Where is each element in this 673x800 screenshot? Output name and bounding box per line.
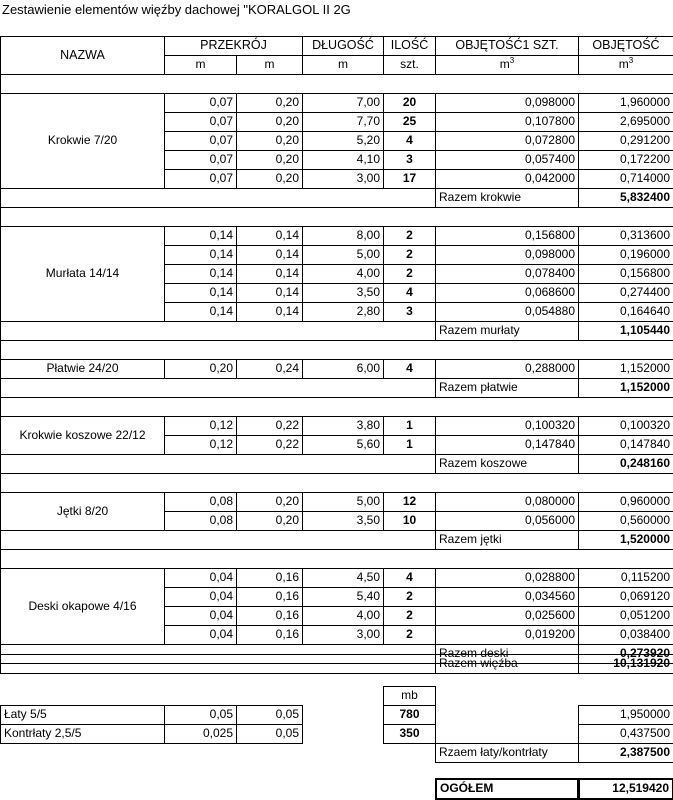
header-nazwa: NAZWA <box>0 36 165 75</box>
cell-quantity: 4 <box>383 283 436 303</box>
cell-volume: 0,714000 <box>578 169 673 189</box>
cell-width: 0,04 <box>164 625 237 645</box>
cell-width: 0,07 <box>164 150 237 170</box>
total-value: 12,519420 <box>578 778 673 800</box>
cell-quantity: 3 <box>383 150 436 170</box>
cell-height: 0,20 <box>236 131 303 151</box>
cell-height: 0,14 <box>236 245 303 265</box>
unit-exponent: 3 <box>628 56 634 65</box>
cell-height: 0,14 <box>236 264 303 284</box>
cell-width: 0,14 <box>164 302 237 322</box>
unit-m: m <box>236 55 303 75</box>
sum-label: Razem krokwie <box>435 188 579 208</box>
sum-label: Razem deski <box>435 644 579 664</box>
cell-length: 5,40 <box>302 587 384 607</box>
cell-unit-volume: 0,100320 <box>435 416 579 436</box>
sum-value: 0,248160 <box>578 454 673 474</box>
cell-quantity: 1 <box>383 416 436 436</box>
cell-volume: 0,291200 <box>578 131 673 151</box>
cell-quantity: 2 <box>383 264 436 284</box>
cell-height: 0,22 <box>236 416 303 436</box>
cell-quantity: 1 <box>383 435 436 455</box>
cell-unit-volume: 0,147840 <box>435 435 579 455</box>
header-objetosc-szt: OBJĘTOŚĆ1 SZT. <box>435 36 579 56</box>
cell-quantity: 12 <box>383 492 436 512</box>
cell-width: 0,07 <box>164 93 237 113</box>
cell-height: 0,20 <box>236 511 303 531</box>
cell-quantity: 20 <box>383 93 436 113</box>
unit-m3 <box>578 55 673 75</box>
cell-unit-volume: 0,034560 <box>435 587 579 607</box>
cell-width: 0,04 <box>164 587 237 607</box>
cell-height: 0,20 <box>236 169 303 189</box>
cell-quantity: 2 <box>383 226 436 246</box>
cell-volume: 1,152000 <box>578 359 673 379</box>
cell-length: 7,70 <box>302 112 384 132</box>
cell-width: 0,04 <box>164 606 237 626</box>
unit-m: m <box>302 55 384 75</box>
unit-exponent: 3 <box>509 56 515 65</box>
group-name: Krokwie koszowe 22/12 <box>0 416 165 455</box>
sum-row-blank <box>0 530 436 550</box>
wiezba-value: 10,131920 <box>578 654 673 674</box>
cell-unit-volume: 0,098000 <box>435 93 579 113</box>
cell-height: 0,16 <box>236 587 303 607</box>
cell-height: 0,14 <box>236 226 303 246</box>
group-name: Płatwie 24/20 <box>0 359 165 379</box>
header-dlugosc: DŁUGOŚĆ <box>302 36 384 56</box>
cell-length: 8,00 <box>302 226 384 246</box>
laty-sum-label: Rzaem łaty/kontrłaty <box>435 743 579 763</box>
cell-volume: 1,960000 <box>578 93 673 113</box>
cell-height: 0,16 <box>236 606 303 626</box>
cell-width: 0,12 <box>164 435 237 455</box>
cell-quantity: 25 <box>383 112 436 132</box>
cell-length: 4,00 <box>302 606 384 626</box>
cell-unit-volume: 0,078400 <box>435 264 579 284</box>
unit-m3 <box>435 55 579 75</box>
cell-length: 5,00 <box>302 245 384 265</box>
cell-height: 0,14 <box>236 283 303 303</box>
sum-row-blank <box>0 654 436 674</box>
cell-unit-volume: 0,025600 <box>435 606 579 626</box>
cell-unit-volume: 0,156800 <box>435 226 579 246</box>
cell-width: 0,07 <box>164 169 237 189</box>
cell-quantity: 2 <box>383 606 436 626</box>
cell-length: 4,50 <box>302 568 384 588</box>
laty-volume: 0,437500 <box>578 724 673 744</box>
cell-width: 0,14 <box>164 245 237 265</box>
wiezba-label: Razem więźba <box>435 654 579 674</box>
laty-a: 0,05 <box>164 705 237 725</box>
laty-qty: 780 <box>383 705 436 725</box>
cell-unit-volume: 0,056000 <box>435 511 579 531</box>
cell-unit-volume: 0,028800 <box>435 568 579 588</box>
sum-row-blank <box>0 188 436 208</box>
cell-height: 0,24 <box>236 359 303 379</box>
header-przekroj: PRZEKRÓJ <box>164 36 303 56</box>
cell-volume: 0,038400 <box>578 625 673 645</box>
cell-length: 6,00 <box>302 359 384 379</box>
laty-volume: 1,950000 <box>578 705 673 725</box>
cell-width: 0,20 <box>164 359 237 379</box>
cell-quantity: 4 <box>383 568 436 588</box>
laty-name: Łaty 5/5 <box>0 705 165 725</box>
laty-qty: 350 <box>383 724 436 744</box>
cell-volume: 0,051200 <box>578 606 673 626</box>
cell-unit-volume: 0,042000 <box>435 169 579 189</box>
spacer-row <box>0 549 673 569</box>
cell-volume: 0,196000 <box>578 245 673 265</box>
cell-unit-volume: 0,068600 <box>435 283 579 303</box>
cell-volume: 0,100320 <box>578 416 673 436</box>
cell-width: 0,14 <box>164 283 237 303</box>
sum-label: Razem płatwie <box>435 378 579 398</box>
laty-b: 0,05 <box>236 705 303 725</box>
cell-volume: 0,156800 <box>578 264 673 284</box>
cell-unit-volume: 0,054880 <box>435 302 579 322</box>
cell-quantity: 10 <box>383 511 436 531</box>
cell-width: 0,07 <box>164 112 237 132</box>
sum-label: Razem koszowe <box>435 454 579 474</box>
sum-row-blank <box>0 321 436 341</box>
sum-row-blank <box>0 378 436 398</box>
cell-length: 4,10 <box>302 150 384 170</box>
laty-b: 0,05 <box>236 724 303 744</box>
cell-volume: 0,164640 <box>578 302 673 322</box>
cell-quantity: 4 <box>383 131 436 151</box>
cell-volume: 0,115200 <box>578 568 673 588</box>
cell-quantity: 4 <box>383 359 436 379</box>
cell-volume: 2,695000 <box>578 112 673 132</box>
cell-height: 0,16 <box>236 568 303 588</box>
cell-volume: 0,274400 <box>578 283 673 303</box>
unit-label: m <box>499 57 510 71</box>
cell-unit-volume: 0,072800 <box>435 131 579 151</box>
cell-quantity: 3 <box>383 302 436 322</box>
cell-length: 3,50 <box>302 283 384 303</box>
sum-value: 1,105440 <box>578 321 673 341</box>
cell-quantity: 2 <box>383 625 436 645</box>
cell-length: 3,80 <box>302 416 384 436</box>
cell-height: 0,16 <box>236 625 303 645</box>
sheet-title: Zestawienie elementów więźby dachowej "KORALGOL II 2G <box>2 2 351 17</box>
spacer-row <box>0 397 673 417</box>
cell-length: 3,00 <box>302 625 384 645</box>
header-ilosc: ILOŚĆ <box>383 36 436 56</box>
cell-quantity: 17 <box>383 169 436 189</box>
cell-length: 3,00 <box>302 169 384 189</box>
laty-name: Kontrłaty 2,5/5 <box>0 724 165 744</box>
unit-szt: szt. <box>383 55 436 75</box>
unit-label: m <box>618 57 629 71</box>
spacer-row <box>0 207 673 227</box>
cell-unit-volume: 0,019200 <box>435 625 579 645</box>
group-name: Jętki 8/20 <box>0 492 165 531</box>
cell-width: 0,07 <box>164 131 237 151</box>
sum-value: 0,273920 <box>578 644 673 664</box>
sum-value: 1,520000 <box>578 530 673 550</box>
cell-volume: 0,313600 <box>578 226 673 246</box>
spacer-row <box>0 74 673 94</box>
cell-length: 7,00 <box>302 93 384 113</box>
cell-length: 2,80 <box>302 302 384 322</box>
cell-height: 0,20 <box>236 112 303 132</box>
header-objetosc: OBJĘTOŚĆ <box>578 36 673 56</box>
cell-unit-volume: 0,098000 <box>435 245 579 265</box>
cell-unit-volume: 0,107800 <box>435 112 579 132</box>
cell-unit-volume: 0,057400 <box>435 150 579 170</box>
cell-length: 5,00 <box>302 492 384 512</box>
cell-volume: 0,172200 <box>578 150 673 170</box>
cell-height: 0,14 <box>236 302 303 322</box>
cell-volume: 0,069120 <box>578 587 673 607</box>
cell-width: 0,14 <box>164 264 237 284</box>
cell-height: 0,20 <box>236 150 303 170</box>
sum-value: 1,152000 <box>578 378 673 398</box>
cell-width: 0,04 <box>164 568 237 588</box>
cell-height: 0,20 <box>236 93 303 113</box>
total-label: OGÓŁEM <box>435 778 579 800</box>
spacer-row <box>0 473 673 493</box>
cell-quantity: 2 <box>383 587 436 607</box>
cell-quantity: 2 <box>383 245 436 265</box>
unit-m: m <box>164 55 237 75</box>
cell-volume: 0,147840 <box>578 435 673 455</box>
spacer-row <box>0 340 673 360</box>
cell-volume: 0,960000 <box>578 492 673 512</box>
sum-label: Razem murłaty <box>435 321 579 341</box>
cell-volume: 0,560000 <box>578 511 673 531</box>
laty-a: 0,025 <box>164 724 237 744</box>
cell-width: 0,14 <box>164 226 237 246</box>
laty-sum-value: 2,387500 <box>578 743 673 763</box>
sum-value: 5,832400 <box>578 188 673 208</box>
cell-length: 4,00 <box>302 264 384 284</box>
cell-unit-volume: 0,288000 <box>435 359 579 379</box>
cell-height: 0,22 <box>236 435 303 455</box>
cell-width: 0,12 <box>164 416 237 436</box>
sum-label: Razem jętki <box>435 530 579 550</box>
cell-length: 5,60 <box>302 435 384 455</box>
group-name: Krokwie 7/20 <box>0 93 165 189</box>
group-name: Deski okapowe 4/16 <box>0 568 165 645</box>
cell-unit-volume: 0,080000 <box>435 492 579 512</box>
cell-length: 3,50 <box>302 511 384 531</box>
group-name: Murłata 14/14 <box>0 226 165 322</box>
cell-width: 0,08 <box>164 492 237 512</box>
unit-mb: mb <box>383 686 436 706</box>
sum-row-blank <box>0 454 436 474</box>
cell-height: 0,20 <box>236 492 303 512</box>
cell-width: 0,08 <box>164 511 237 531</box>
cell-length: 5,20 <box>302 131 384 151</box>
